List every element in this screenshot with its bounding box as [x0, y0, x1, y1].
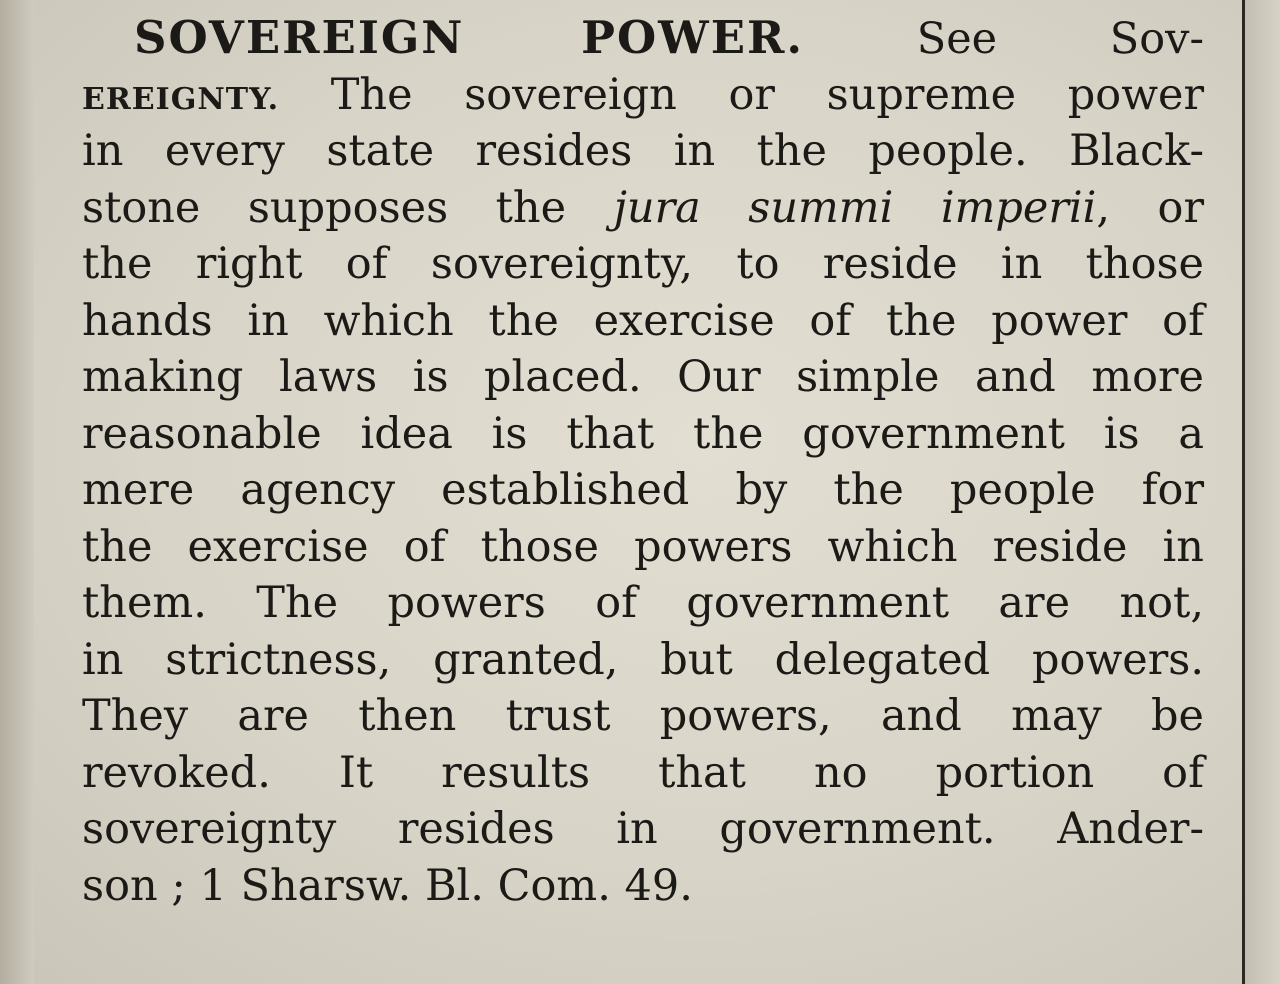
entry-line-1	[82, 10, 1204, 67]
entry-text-segment: , or	[1096, 182, 1204, 233]
entry-line-5: the right of sovereignty, to reside in those	[82, 239, 1204, 289]
dictionary-entry	[82, 10, 1204, 914]
entry-line-11: them. The powers of government are not,	[82, 578, 1204, 628]
latin-phrase: jura summi imperii	[613, 182, 1097, 233]
entry-line-7: making laws is placed. Our simple and more	[82, 352, 1204, 402]
page-margin-right	[1245, 0, 1280, 984]
entry-line-13: They are then trust powers, and may be	[82, 691, 1204, 741]
entry-line-6: hands in which the exercise of the power of	[82, 295, 1204, 346]
cross-reference-small-caps: EREIGNTY.	[82, 81, 280, 117]
entry-line-3: in every state resides in the people. Black-	[82, 126, 1204, 176]
entry-line-8: reasonable idea is that the government is a	[82, 408, 1204, 459]
entry-line-4	[82, 180, 1204, 237]
entry-headword: SOVEREIGN POWER.	[134, 11, 805, 64]
entry-text-segment: The sovereign or supreme power	[330, 69, 1204, 120]
entry-line-10: the exercise of those powers which reside in	[82, 521, 1204, 572]
entry-line-14: revoked. It results that no portion of	[82, 747, 1204, 798]
entry-line-16: son ; 1 Sharsw. Bl. Com. 49.	[82, 860, 693, 911]
entry-line-2	[82, 67, 1204, 124]
entry-text-segment: stone supposes the	[82, 182, 567, 233]
entry-line-15: sovereignty resides in government. Ander-	[82, 804, 1204, 854]
entry-line-12: in strictness, granted, but delegated powers.	[82, 634, 1204, 685]
cross-reference-text: See Sov-	[916, 14, 1204, 64]
entry-line-9: mere agency established by the people for	[82, 465, 1204, 515]
page-gutter-shadow	[0, 0, 34, 984]
